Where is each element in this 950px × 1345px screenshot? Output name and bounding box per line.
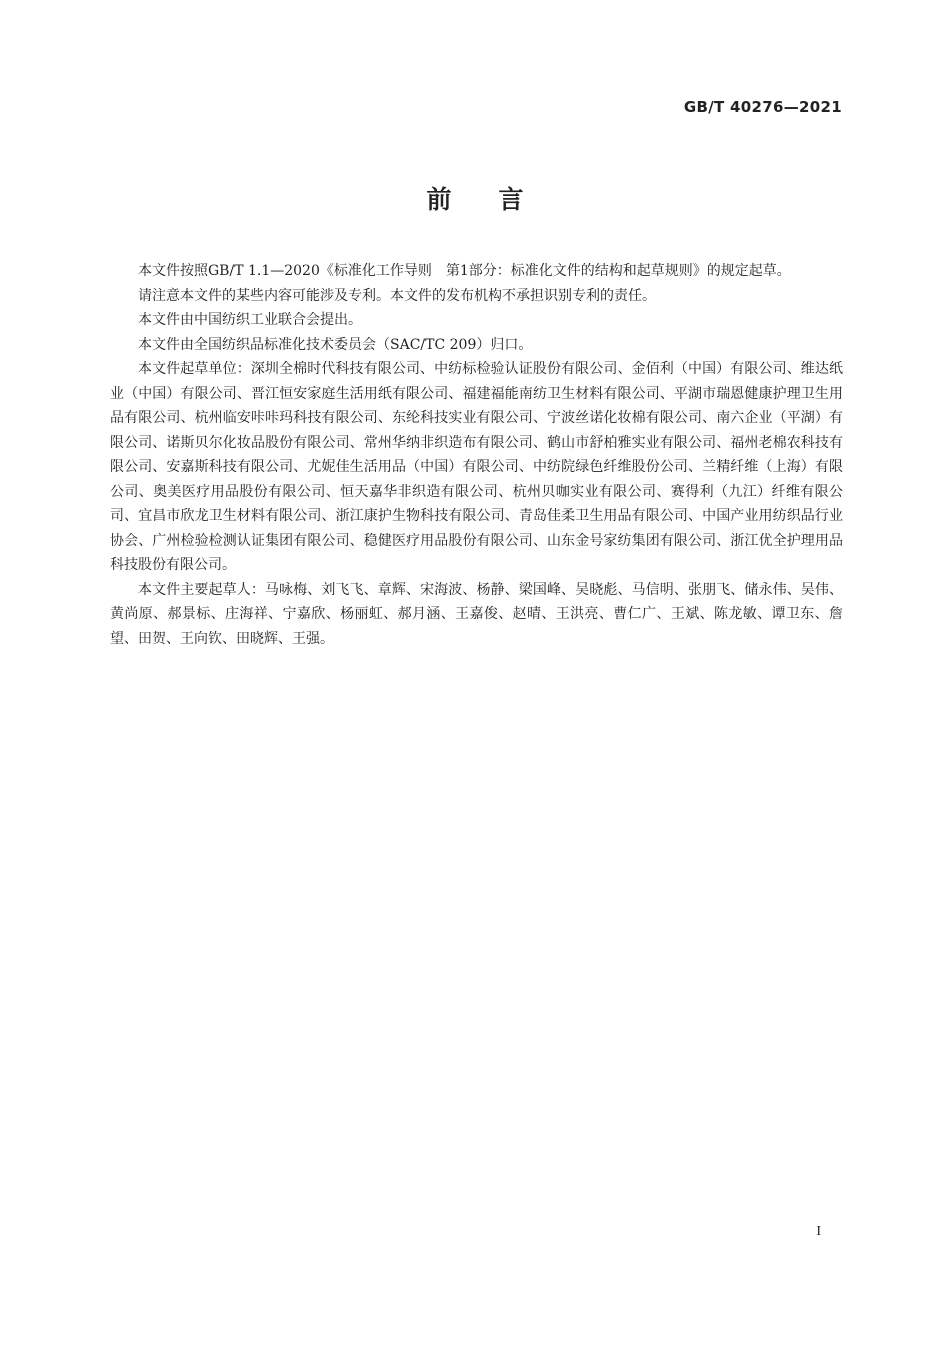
paragraph-technical-committee: 本文件由全国纺织品标准化技术委员会（SAC/TC 209）归口。 [138,336,533,353]
page-number: I [816,1224,821,1239]
paragraph-patent-notice: 请注意本文件的某些内容可能涉及专利。本文件的发布机构不承担识别专利的责任。 [138,287,656,304]
foreword-body [110,259,843,651]
paragraph-proposer: 本文件由中国纺织工业联合会提出。 [138,312,362,328]
paragraph-drafting-rules: 本文件按照GB/T 1.1—2020《标准化工作导则 第1部分：标准化文件的结构和起草规则》的规定起草。 [138,263,791,279]
page-title: 前言 [426,185,571,214]
paragraph-drafters: 本文件主要起草人：马咏梅、刘飞飞、章辉、宋海波、杨静、梁国峰、吴晓彪、马信明、张朋飞、储永伟、吴伟、黄尚原、郝景标、庄海祥、宁嘉欣、杨丽虹、郝月涵、王嘉俊、赵晴、王洪亮、曹仁广、王斌、陈龙敏、谭卫东、詹望、田贺、王向钦、田晓辉、王强。 [110,581,843,647]
paragraph-drafting-organizations: 本文件起草单位：深圳全棉时代科技有限公司、中纺标检验认证股份有限公司、金佰利（中国）有限公司、维达纸业（中国）有限公司、晋江恒安家庭生活用纸有限公司、福建福能南纺卫生材料有限公司、平湖市瑞恩健康护理卫生用品有限公司、杭州临安咔咔玛科技有限公司、东纶科技实业有限公司、宁波丝诺化妆棉有限公司、南六企业（平湖）有限公司、诺斯贝尔化妆品股份有限公司、常州华纳非织造布有限公司、鹤山市舒柏雅实业有限公司、福州老棉农科技有限公司、安嘉斯科技有限公司、尤妮佳生活用品（中国）有限公司、中纺院绿色纤维股份公司、兰精纤维（上海）有限公司、奥美医疗用品股份有限公司、恒天嘉华非织造有限公司、杭州贝咖实业有限公司、赛得利（九江）纤维有限公司、宜昌市欣龙卫生材料有限公司、浙江康护生物科技有限公司、青岛佳柔卫生用品有限公司、中国产业用纺织品行业协会、广州检验检测认证集团有限公司、稳健医疗用品股份有限公司、山东金号家纺集团有限公司、浙江优全护理用品科技股份有限公司。 [110,361,843,573]
standard-number: GB/T 40276—2021 [683,98,842,116]
